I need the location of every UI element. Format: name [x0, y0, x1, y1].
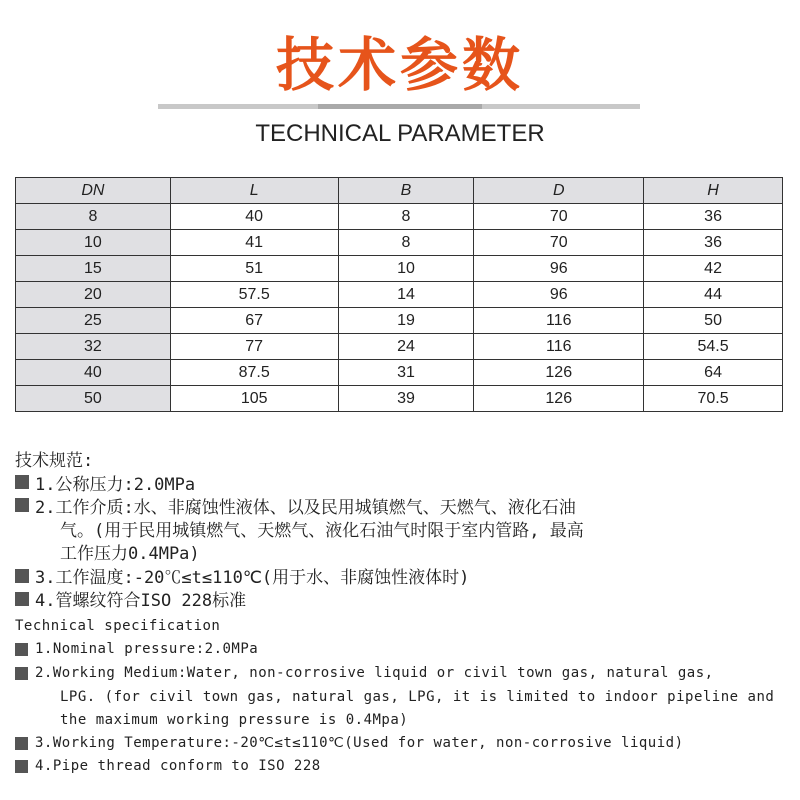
cell-dn: 8 [16, 204, 171, 230]
header-l: L [170, 178, 338, 204]
spec-en-item-4: 4.Pipe thread conform to ISO 228 [35, 758, 321, 774]
cell-h: 42 [644, 256, 783, 282]
cell-dn: 25 [16, 308, 171, 334]
spec-en-item-2-line-1: 2.Working Medium:Water, non-corrosive liquid or civil town gas, natural gas, [35, 665, 714, 681]
cell-d: 70 [474, 230, 644, 256]
bullet-square-icon [15, 737, 28, 750]
cell-h: 44 [644, 282, 783, 308]
spec-zh-item-2-line-3: 工作压力0.4MPa) [60, 544, 200, 564]
table-row [16, 360, 783, 386]
header-d: D [474, 178, 644, 204]
cell-h: 50 [644, 308, 783, 334]
cell-dn: 40 [16, 360, 171, 386]
table-header-row [16, 178, 783, 204]
cell-dn: 10 [16, 230, 171, 256]
cell-h: 36 [644, 230, 783, 256]
spec-en-item-1: 1.Nominal pressure:2.0MPa [35, 641, 259, 657]
header-dn: DN [16, 178, 171, 204]
table-row [16, 230, 783, 256]
spec-zh-item-2-line-1: 2.工作介质:水、非腐蚀性液体、以及民用城镇燃气、天燃气、液化石油 [35, 498, 576, 518]
bullet-square-icon [15, 667, 28, 680]
table-row [16, 256, 783, 282]
spec-en-heading: Technical specification [15, 618, 221, 634]
page-title-zh: 技术参数 [275, 31, 524, 99]
cell-dn: 20 [16, 282, 171, 308]
cell-l: 77 [170, 334, 338, 360]
cell-h: 64 [644, 360, 783, 386]
cell-l: 51 [170, 256, 338, 282]
header-h: H [644, 178, 783, 204]
cell-b: 8 [338, 204, 474, 230]
spec-en-item-2-line-2: LPG. (for civil town gas, natural gas, LPG, it is limited to indoor pipeline and [60, 689, 775, 705]
bullet-square-icon [15, 498, 29, 512]
spec-zh-item-1: 1.公称压力:2.0MPa [35, 475, 196, 495]
cell-d: 96 [474, 282, 644, 308]
spec-en-item-3: 3.Working Temperature:-20℃≤t≤110℃(Used for water, non-corrosive liquid) [35, 735, 684, 751]
table-row [16, 308, 783, 334]
spec-zh-item-3: 3.工作温度:-20℃≤t≤110℃(用于水、非腐蚀性液体时) [35, 568, 470, 588]
cell-l: 87.5 [170, 360, 338, 386]
cell-d: 126 [474, 386, 644, 412]
cell-b: 10 [338, 256, 474, 282]
spec-zh-heading: 技术规范: [15, 451, 94, 471]
cell-dn: 15 [16, 256, 171, 282]
table-row [16, 204, 783, 230]
cell-d: 126 [474, 360, 644, 386]
spec-en-item-2-line-3: the maximum working pressure is 0.4Mpa) [60, 712, 409, 728]
table-row [16, 282, 783, 308]
cell-b: 39 [338, 386, 474, 412]
cell-l: 67 [170, 308, 338, 334]
table-row [16, 334, 783, 360]
cell-dn: 50 [16, 386, 171, 412]
cell-dn: 32 [16, 334, 171, 360]
cell-d: 70 [474, 204, 644, 230]
cell-b: 24 [338, 334, 474, 360]
cell-b: 19 [338, 308, 474, 334]
cell-l: 57.5 [170, 282, 338, 308]
cell-h: 70.5 [644, 386, 783, 412]
cell-b: 14 [338, 282, 474, 308]
cell-h: 36 [644, 204, 783, 230]
bullet-square-icon [15, 475, 29, 489]
bullet-square-icon [15, 643, 28, 656]
cell-d: 96 [474, 256, 644, 282]
cell-l: 105 [170, 386, 338, 412]
spec-zh-item-4: 4.管螺纹符合ISO 228标准 [35, 591, 247, 611]
cell-b: 31 [338, 360, 474, 386]
table-row [16, 386, 783, 412]
page-title-en: TECHNICAL PARAMETER [255, 120, 545, 147]
cell-h: 54.5 [644, 334, 783, 360]
cell-l: 41 [170, 230, 338, 256]
parameter-table [15, 177, 783, 412]
spec-zh-item-2-line-2: 气。(用于民用城镇燃气、天燃气、液化石油气时限于室内管路, 最高 [60, 521, 584, 541]
bullet-square-icon [15, 569, 29, 583]
bullet-square-icon [15, 760, 28, 773]
bullet-square-icon [15, 592, 29, 606]
cell-b: 8 [338, 230, 474, 256]
cell-d: 116 [474, 308, 644, 334]
cell-d: 116 [474, 334, 644, 360]
title-divider-accent [318, 104, 482, 109]
cell-l: 40 [170, 204, 338, 230]
header-b: B [338, 178, 474, 204]
